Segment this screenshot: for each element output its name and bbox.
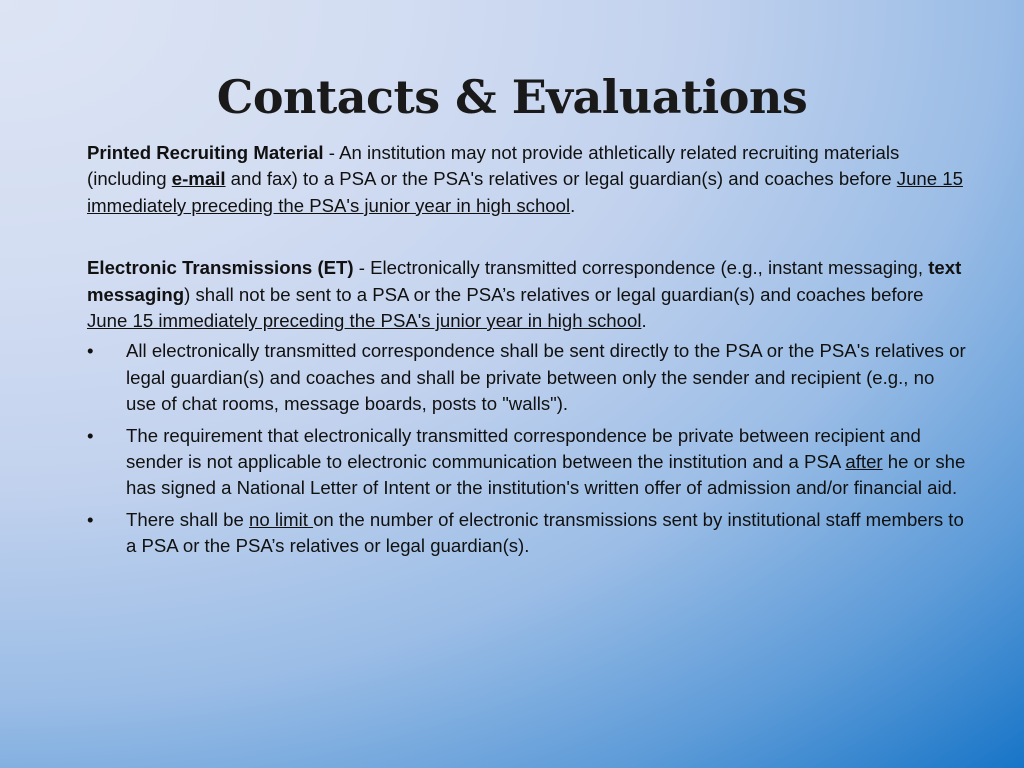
electronic-transmissions-heading: Electronic Transmissions (ET) <box>87 257 354 279</box>
bullet-marker: • <box>87 424 94 446</box>
bullet-marker: • <box>87 340 94 362</box>
bullet-item <box>87 423 967 502</box>
electronic-transmissions-paragraph <box>87 255 967 334</box>
text-messaging-emphasis: text messaging <box>87 257 962 305</box>
electronic-text-2: ) shall not be sent to a PSA or the PSA’s relatives or legal guardian(s) and coaches before <box>184 283 924 305</box>
printed-text-1: - An institution may not provide athletically related recruiting materials (including <box>87 142 900 190</box>
printed-text-2: and fax) to a PSA or the PSA's relatives or legal guardian(s) and coaches before <box>225 168 897 190</box>
bullet-item <box>87 507 967 560</box>
bullet-item <box>87 338 967 417</box>
bullet-text-after: on the number of electronic transmissions sent by institutional staff members to a PSA or the PSA’s relatives or legal guardian(s). <box>126 508 964 557</box>
bullet-text-before: There shall be <box>126 508 249 530</box>
electronic-deadline: June 15 immediately preceding the PSA's junior year in high school <box>87 310 642 332</box>
bullet-underlined-word: no limit <box>249 508 314 530</box>
printed-material-paragraph <box>87 140 967 219</box>
slide-title: Contacts & Evaluations <box>216 70 808 124</box>
email-emphasis: e-mail <box>171 168 226 190</box>
printed-deadline: June 15 immediately preceding the PSA's junior year in high school <box>87 168 963 216</box>
bullet-list <box>87 338 967 559</box>
printed-text-3: . <box>570 194 576 216</box>
bullet-text: All electronically transmitted correspondence shall be sent directly to the PSA or the PSA's relatives or legal guardian(s) and coaches and shall be private between only the sender and recipient (e.g., no use of chat rooms, message boards, posts to "walls"). <box>126 340 966 415</box>
bullet-text-before: The requirement that electronically transmitted correspondence be private between recipient and sender is not applicable to electronic communication between the institution and a PSA <box>126 424 921 473</box>
bullet-marker: • <box>87 508 94 530</box>
bullet-text-after: he or she has signed a National Letter of Intent or the institution's written offer of admission and/or financial aid. <box>126 451 966 499</box>
electronic-text-1: - Electronically transmitted correspondence (e.g., instant messaging, <box>353 257 929 279</box>
slide-content <box>87 140 967 565</box>
bullet-underlined-word: after <box>845 451 883 473</box>
electronic-text-3: . <box>641 310 647 332</box>
printed-material-heading: Printed Recruiting Material <box>87 142 324 163</box>
